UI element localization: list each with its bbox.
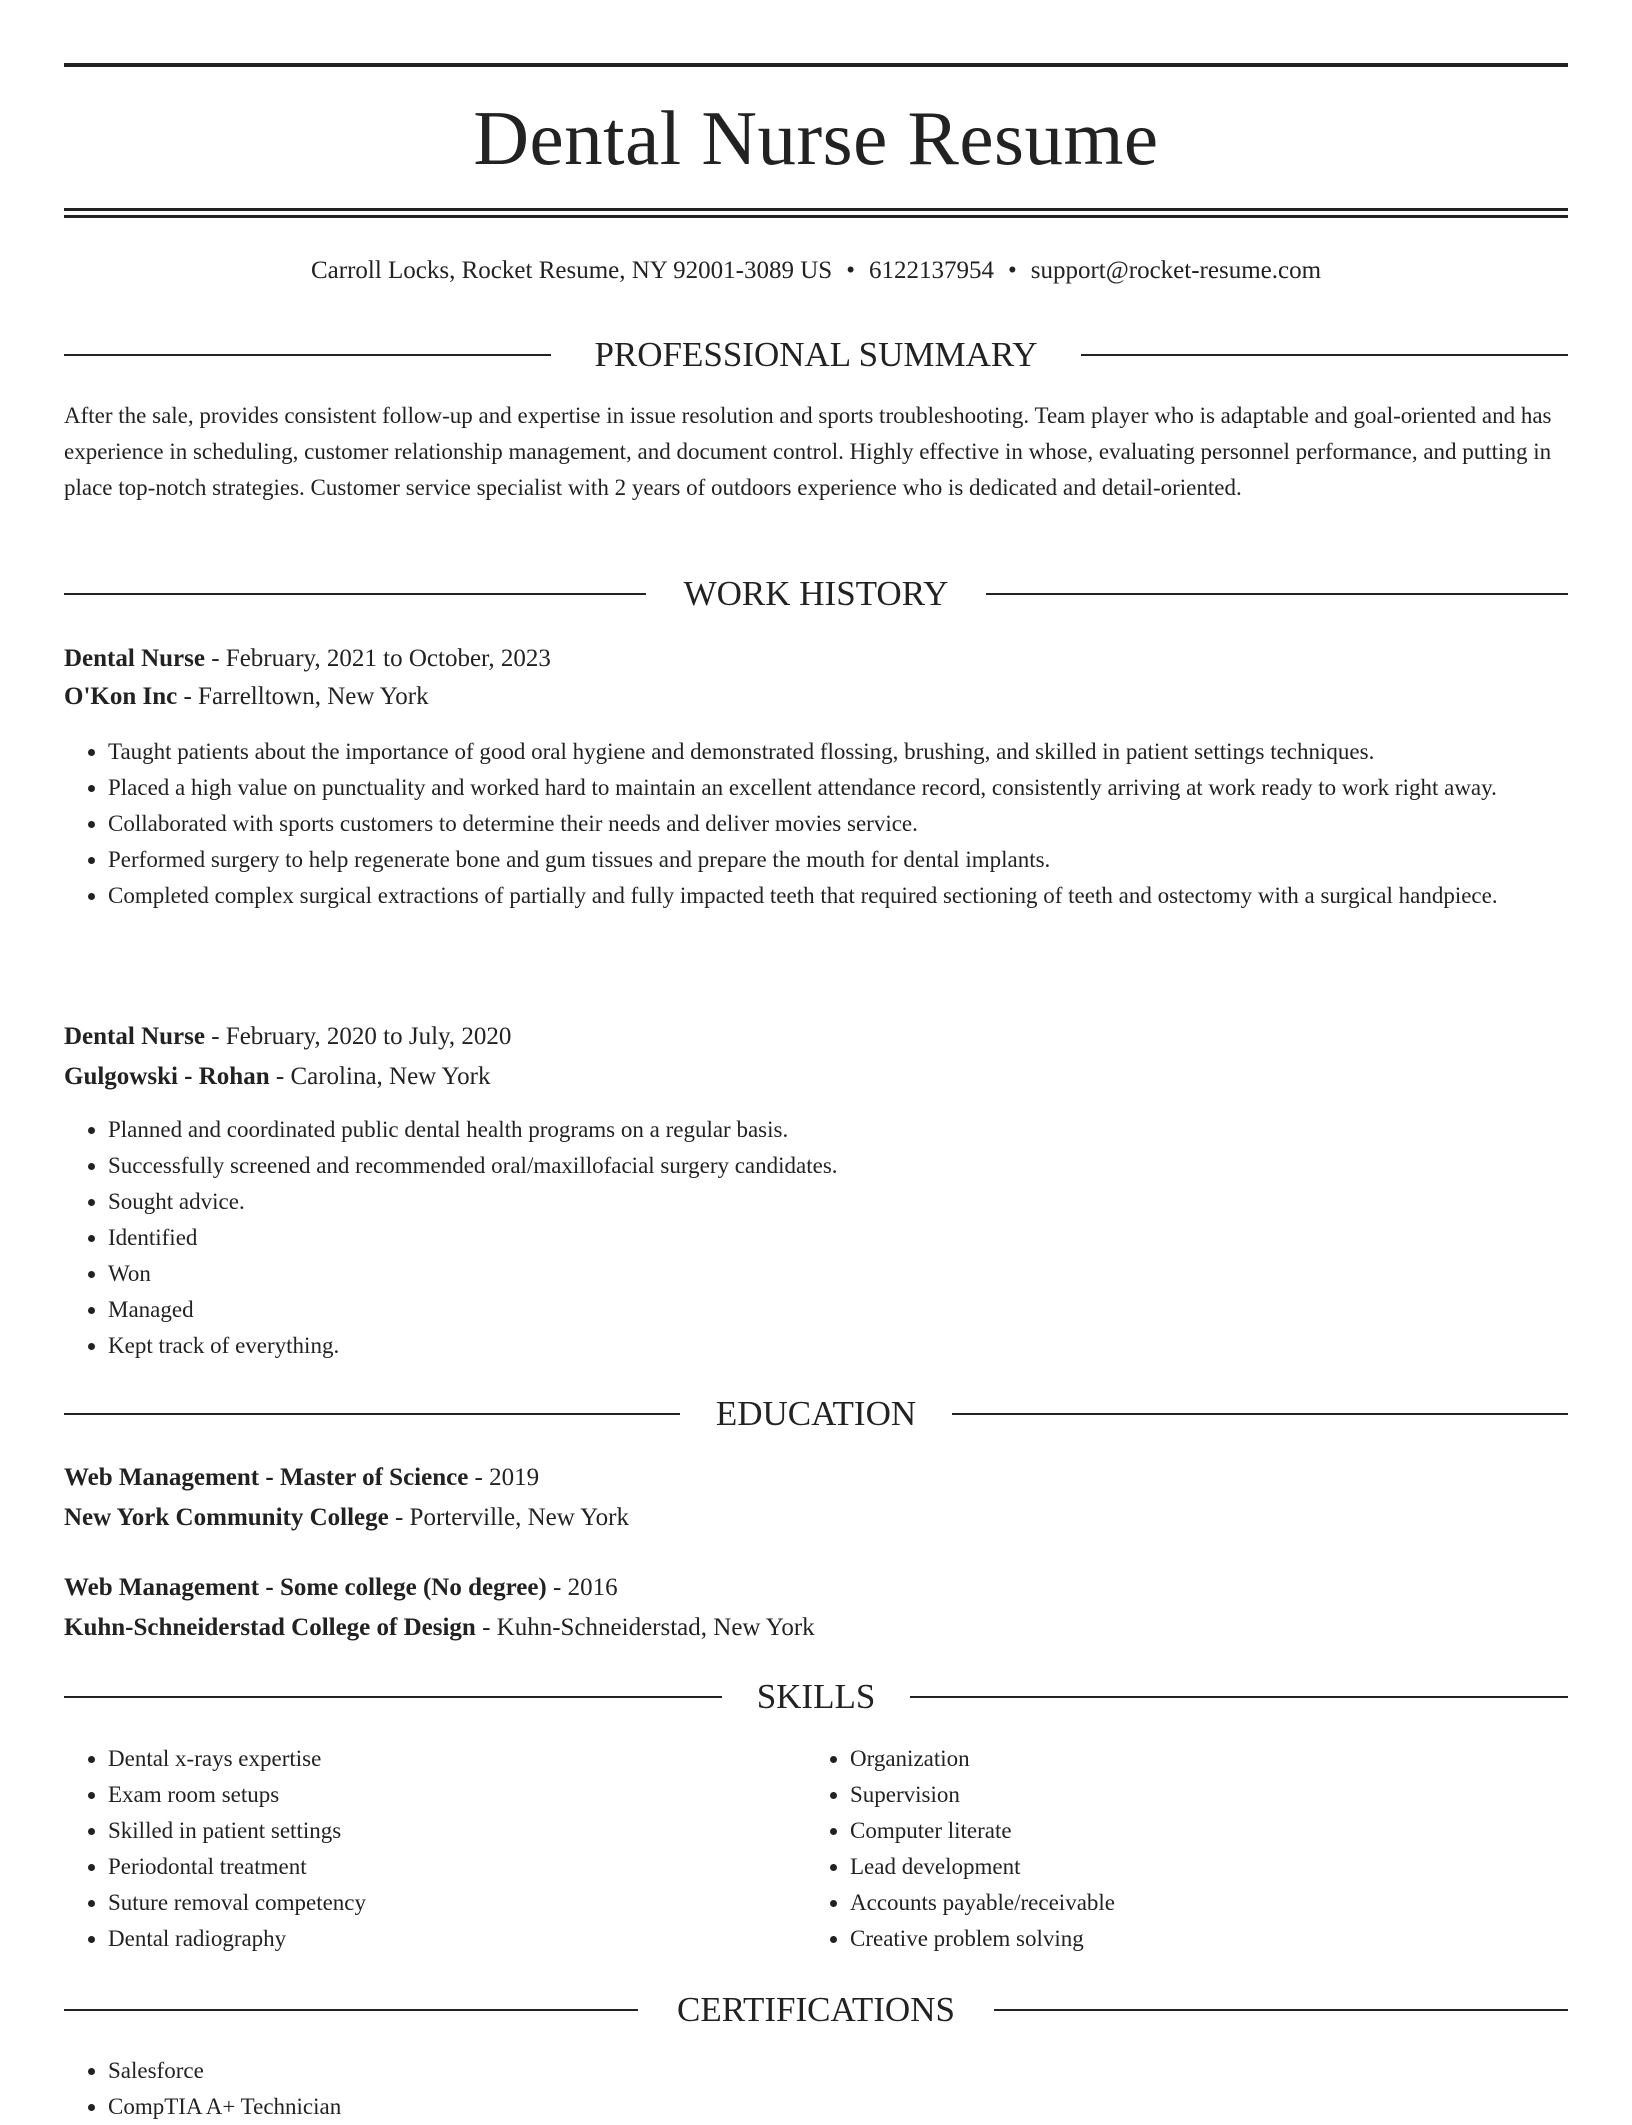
list-item: • Identified: [108, 1220, 1568, 1256]
skill-item: • Exam room setups: [108, 1777, 808, 1813]
top-rule: [64, 63, 1568, 67]
skill-item: • Dental radiography: [108, 1921, 808, 1957]
section-title: EDUCATION: [715, 1394, 917, 1433]
skill-item: • Computer literate: [850, 1813, 1550, 1849]
section-heading-education: [64, 1392, 1568, 1436]
education-degree: Web Management - Some college (No degree): [64, 1574, 547, 1601]
skill-item: • Organization: [850, 1741, 1550, 1777]
job-dates: - February, 2020 to July, 2020: [204, 1023, 512, 1050]
job-company-line: [64, 679, 1568, 715]
contact-email: support@rocket-resume.com: [1030, 257, 1322, 284]
skill-item: • Supervision: [850, 1777, 1550, 1813]
education-location: - Kuhn-Schneiderstad, New York: [475, 1614, 815, 1641]
contact-separator: •: [1007, 257, 1017, 284]
job-title: Dental Nurse: [64, 1023, 205, 1050]
contact-phone: 6122137954: [868, 257, 994, 284]
section-title: PROFESSIONAL SUMMARY: [594, 335, 1038, 374]
resume-title: Dental Nurse Resume: [473, 95, 1159, 181]
job-bullets: [64, 734, 1568, 914]
certifications-list: [64, 2053, 1568, 2125]
job-company: Gulgowski - Rohan: [64, 1063, 270, 1090]
heading-rule-right: [910, 1696, 1568, 1698]
job-location: - Farrelltown, New York: [177, 683, 429, 710]
job-location: - Carolina, New York: [269, 1063, 491, 1090]
certification-item: • Salesforce: [108, 2053, 1568, 2089]
contact-line: [64, 254, 1568, 288]
skills-list-left: [64, 1741, 808, 1957]
contact-separator: •: [846, 257, 855, 284]
list-item: • Sought advice.: [108, 1184, 1568, 1220]
list-item: • Completed complex surgical extractions of partially and fully impacted teeth that required sectioning of teeth and ostectomy with a surgical handpiece.: [108, 878, 1568, 914]
heading-rule-right: [952, 1413, 1568, 1415]
list-item: • Managed: [108, 1292, 1568, 1328]
section-heading-certifications: [64, 1988, 1568, 2032]
heading-rule-right: [1081, 354, 1568, 356]
education-year: - 2016: [546, 1574, 618, 1601]
job-title-line: [64, 641, 1568, 677]
skill-item: • Skilled in patient settings: [108, 1813, 808, 1849]
title-rule-lower: [64, 215, 1568, 218]
job-title: Dental Nurse: [64, 645, 205, 672]
section-title: CERTIFICATIONS: [677, 1990, 955, 2029]
education-school-line: [64, 1610, 1568, 1646]
contact-address: Carroll Locks, Rocket Resume, NY 92001-3089 US: [310, 257, 833, 284]
job-title-line: [64, 1019, 1568, 1055]
section-title: WORK HISTORY: [683, 574, 949, 613]
education-school: New York Community College: [64, 1504, 389, 1531]
heading-rule-right: [986, 593, 1568, 595]
education-school: Kuhn-Schneiderstad College of Design: [64, 1614, 476, 1641]
list-item: • Collaborated with sports customers to determine their needs and deliver movies service.: [108, 806, 1568, 842]
list-item: • Placed a high value on punctuality and worked hard to maintain an excellent attendance record, consistently arriving at work ready to work right away.: [108, 770, 1568, 806]
heading-rule-right: [994, 2009, 1568, 2011]
list-item: • Taught patients about the importance of good oral hygiene and demonstrated flossing, brushing, and skilled in patient settings techniques.: [108, 734, 1568, 770]
job-bullets: [64, 1112, 1568, 1364]
education-year: - 2019: [468, 1464, 540, 1491]
section-heading-work-history: [64, 572, 1568, 616]
summary-text: After the sale, provides consistent follow-up and expertise in issue resolution and sports troubleshooting. Team player who is adaptable and goal-oriented and has experience in scheduling, customer relationship management, and document control. Highly effective in whose, evaluating personnel performance, and putting in place top-notch strategies. Customer service specialist with 2 years of outdoors experience who is dedicated and detail-oriented.: [64, 403, 1552, 500]
skill-item: • Lead development: [850, 1849, 1550, 1885]
skill-item: • Dental x-rays expertise: [108, 1741, 808, 1777]
education-school-line: [64, 1500, 1568, 1536]
list-item: • Performed surgery to help regenerate bone and gum tissues and prepare the mouth for dental implants.: [108, 842, 1568, 878]
education-degree-line: [64, 1460, 1568, 1496]
education-location: - Porterville, New York: [388, 1504, 629, 1531]
job-dates: - February, 2021 to October, 2023: [204, 645, 551, 672]
certification-item: • CompTIA A+ Technician: [108, 2089, 1568, 2125]
list-item: • Successfully screened and recommended oral/maxillofacial surgery candidates.: [108, 1148, 1568, 1184]
section-title: SKILLS: [756, 1677, 876, 1716]
list-item: • Kept track of everything.: [108, 1328, 1568, 1364]
list-item: • Won: [108, 1256, 1568, 1292]
education-degree: Web Management - Master of Science: [64, 1464, 469, 1491]
list-item: • Planned and coordinated public dental health programs on a regular basis.: [108, 1112, 1568, 1148]
skill-item: • Creative problem solving: [850, 1921, 1550, 1957]
skills-list-right: [806, 1741, 1550, 1957]
job-company: O'Kon Inc: [64, 683, 178, 710]
title-rule-upper: [64, 208, 1568, 211]
section-heading-summary: [64, 333, 1568, 377]
skill-item: • Accounts payable/receivable: [850, 1885, 1550, 1921]
skill-item: • Suture removal competency: [108, 1885, 808, 1921]
job-company-line: [64, 1059, 1568, 1095]
skill-item: • Periodontal treatment: [108, 1849, 808, 1885]
education-degree-line: [64, 1570, 1568, 1606]
section-heading-skills: [64, 1675, 1568, 1719]
